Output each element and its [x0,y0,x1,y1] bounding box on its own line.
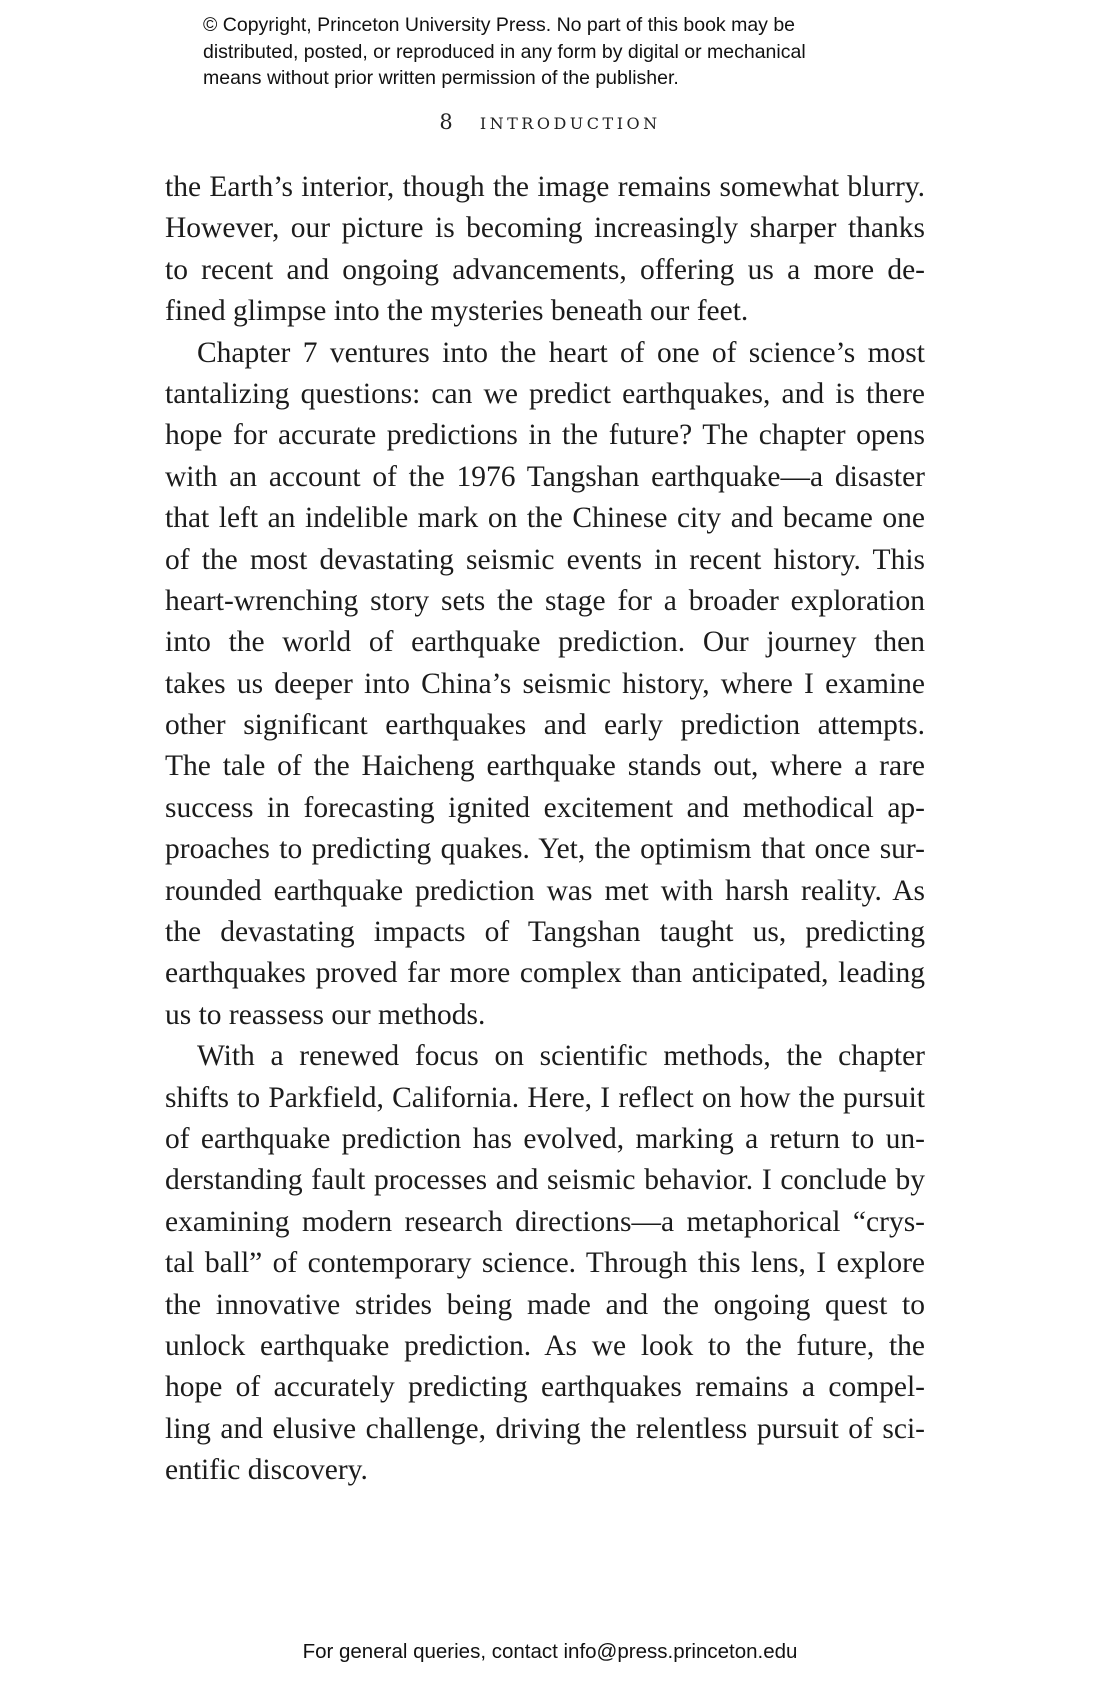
text-line: earthquakes proved far more complex than anticipated, leading [165,957,925,990]
text-line: that left an indelible mark on the Chinese city and became one [165,502,925,535]
text-line: tantalizing questions: can we predict earthquakes, and is there [165,377,925,410]
text-line: hope for accurate predictions in the future? The chapter opens [165,419,925,452]
text-line: The tale of the Haicheng earthquake stands out, where a rare [165,750,925,783]
text-line: the innovative strides being made and the ongoing quest to [165,1288,925,1321]
text-line: with an account of the 1976 Tangshan earthquake—a disaster [165,460,925,493]
text-line: proaches to predicting quakes. Yet, the optimism that once sur- [165,833,925,866]
text-line: the devastating impacts of Tangshan taught us, predicting [165,916,925,949]
text-line: shifts to Parkfield, California. Here, I reflect on how the pursuit [165,1081,925,1114]
copyright-notice [203,12,923,92]
text-line: takes us deeper into China’s seismic history, where I examine [165,667,925,700]
paragraph [165,167,925,333]
text-line: derstanding fault processes and seismic behavior. I conclude by [165,1164,925,1197]
text-line: fined glimpse into the mysteries beneath our feet. [165,295,749,328]
copyright-line: means without prior written permission of the publisher. [203,67,679,89]
copyright-line: © Copyright, Princeton University Press. No part of this book may be [203,14,796,36]
text-line: the Earth’s interior, though the image remains somewhat blurry. [165,171,925,203]
text-line: tal ball” of contemporary science. Through this lens, I explore [165,1247,925,1280]
text-line: to recent and ongoing advancements, offering us a more de- [165,253,925,286]
text-line: heart-wrenching story sets the stage for a broader exploration [165,584,925,617]
paragraph [165,1036,925,1491]
text-line: examining modern research directions—a metaphorical “crys- [165,1205,925,1238]
text-line: rounded earthquake prediction was met with harsh reality. As [165,874,925,907]
text-line: hope of accurately predicting earthquakes remains a compel- [165,1371,925,1404]
text-line: entific discovery. [165,1454,368,1487]
text-line: With a renewed focus on scientific methods, the chapter [197,1040,925,1073]
copyright-line: distributed, posted, or reproduced in any form by digital or mechanical [203,40,806,63]
text-line: of earthquake prediction has evolved, marking a return to un- [165,1122,925,1155]
text-line: However, our picture is becoming increasingly sharper thanks [165,212,925,245]
paragraph [165,333,925,1037]
text-line: us to reassess our methods. [165,998,486,1031]
text-line: unlock earthquake prediction. As we look to the future, the [165,1329,925,1362]
section-title: INTRODUCTION [479,114,661,133]
text-line: other significant earthquakes and early prediction attempts. [165,709,925,742]
body-text [165,167,925,1492]
running-head [0,110,1100,134]
footer-contact: For general queries, contact info@press.princeton.edu [302,1640,798,1663]
page-number: 8 [439,110,453,134]
text-line: into the world of earthquake prediction. Our journey then [165,626,925,659]
text-line: success in forecasting ignited excitement and methodical ap- [165,791,925,824]
text-line: Chapter 7 ventures into the heart of one of science’s most [197,336,925,369]
text-line: of the most devastating seismic events in recent history. This [165,543,925,576]
text-line: ling and elusive challenge, driving the relentless pursuit of sci- [165,1412,925,1445]
